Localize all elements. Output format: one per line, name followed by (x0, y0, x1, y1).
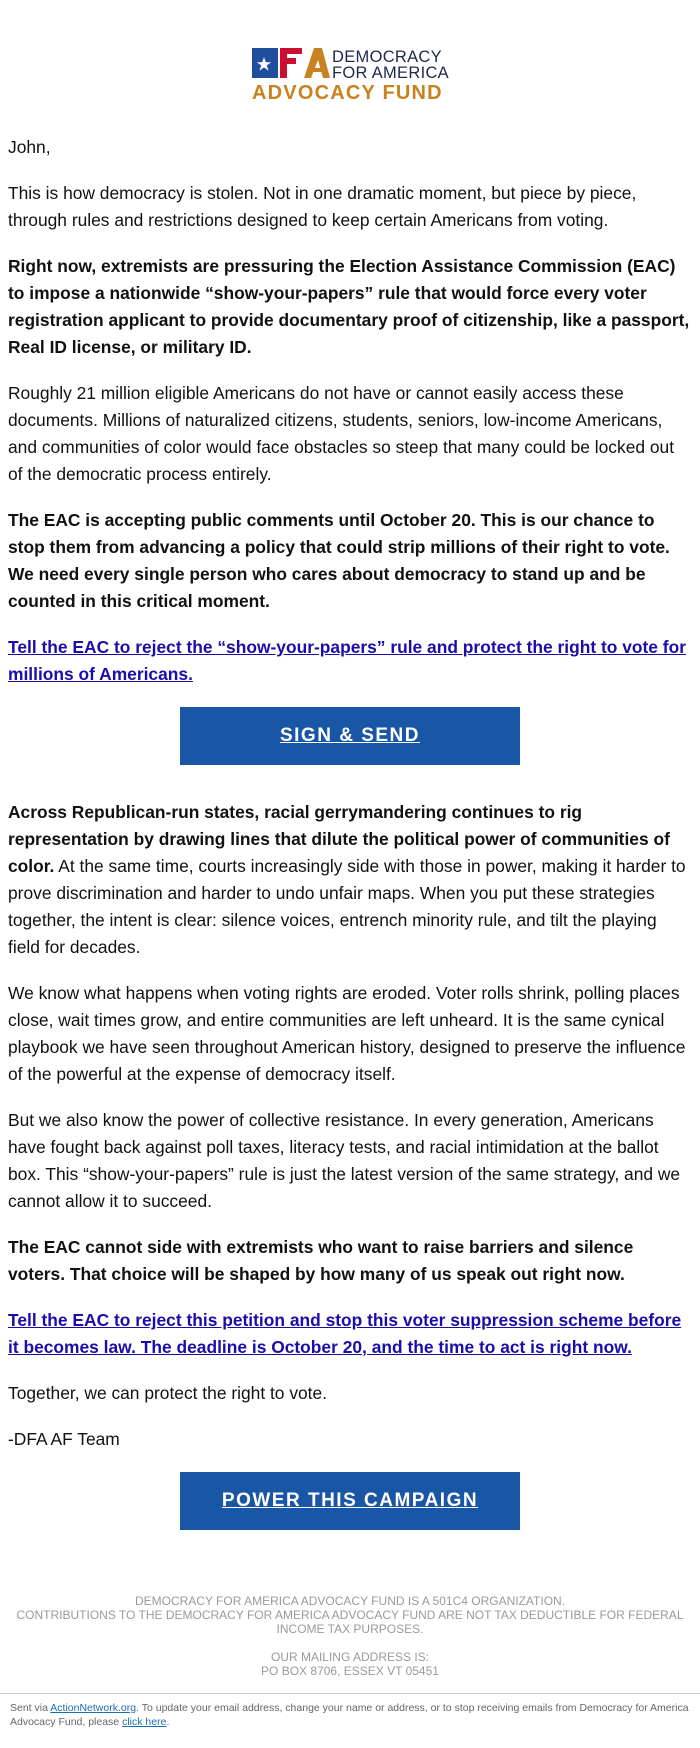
sign-send-row (8, 707, 692, 765)
footer (0, 1594, 700, 1678)
greeting: John, (8, 137, 51, 157)
paragraph-intro: This is how democracy is stolen. Not in one dramatic moment, but piece by piece, through rules and restrictions designed to keep certain Americans from voting. (8, 183, 637, 230)
sign-and-send-button[interactable]: SIGN & SEND (180, 707, 520, 765)
gerrymandering-bold-text: Across Republican-run states, racial gerrymandering continues to rig representation by drawing lines that dilute the political power of communities of color. (8, 802, 670, 876)
signoff: -DFA AF Team (8, 1429, 120, 1449)
footer-mailing-label: OUR MAILING ADDRESS IS: (270, 1650, 430, 1664)
paragraph-21-million: Roughly 21 million eligible Americans do not have or cannot easily access these documents. Millions of naturalized citizens, students, seniors, low-income Americans, and communities of color would face obstacles so steep that many could be locked out of the democratic process entirely. (8, 383, 675, 484)
footer-divider (0, 1693, 700, 1694)
tell-eac-link-1[interactable]: Tell the EAC to reject the “show-your-papers” rule and protect the right to vote for millions of Americans. (8, 637, 686, 684)
footer-mailing-address: PO BOX 8706, ESSEX VT 05451 (261, 1664, 439, 1678)
paragraph-voting-rights-eroded: We know what happens when voting rights are eroded. Voter rolls shrink, polling places close, wait times grow, and entire communities are left unheard. It is the same cynical playbook we have seen throughout American history, designed to preserve the influence of the powerful at the expense of democracy itself. (8, 983, 686, 1084)
sent-via-end: . (166, 1716, 170, 1728)
footer-org-line: DEMOCRACY FOR AMERICA ADVOCACY FUND IS A 501C4 ORGANIZATION. (134, 1594, 566, 1608)
unsubscribe-click-here-link[interactable]: click here (122, 1716, 167, 1728)
cta-link-paragraph-1 (8, 634, 692, 688)
sent-via-notice (10, 1701, 690, 1729)
actionnetwork-link[interactable]: ActionNetwork.org (50, 1702, 137, 1714)
paragraph-eac-cannot-side: The EAC cannot side with extremists who want to raise barriers and silence voters. That choice will be shaped by how many of us speak out right now. (8, 1237, 634, 1284)
footer-tax-line: CONTRIBUTIONS TO THE DEMOCRACY FOR AMERICA ADVOCACY FUND ARE NOT TAX DEDUCTIBLE FOR FEDERAL INCOME TAX PURPOSES. (16, 1608, 684, 1636)
logo-text-advocacy-fund: ADVOCACY FUND (252, 82, 443, 104)
email-body (8, 134, 692, 1564)
logo-text-democracy: DEMOCRACY (332, 48, 442, 66)
paragraph-public-comments: The EAC is accepting public comments until October 20. This is our chance to stop them from advancing a policy that could strip millions of their right to vote. We need every single person who cares about democracy to stand up and be counted in this critical moment. (8, 510, 670, 611)
paragraph-eac-pressure: Right now, extremists are pressuring the Election Assistance Commission (EAC) to impose a nationwide “show-your-papers” rule that would force every voter registration applicant to provide documentary proof of citizenship, like a passport, Real ID license, or military ID. (8, 256, 690, 357)
tell-eac-link-2[interactable]: Tell the EAC to reject this petition and stop this voter suppression scheme before it becomes law. The deadline is October 20, and the time to act is right now. (8, 1310, 682, 1357)
gerrymandering-text: At the same time, courts increasingly side with those in power, making it harder to prove discrimination and harder to undo unfair maps. When you put these strategies together, the intent is clear: silence voices, entrench minority rule, and tilt the playing field for decades. (8, 856, 686, 957)
dfa-logo-mark (252, 46, 330, 80)
paragraph-collective-resistance: But we also know the power of collective resistance. In every generation, Americans have fought back against poll taxes, literacy tests, and racial intimidation at the ballot box. This “show-your-papers” rule is just the latest version of the same strategy, and we cannot allow it to succeed. (8, 1110, 681, 1211)
cta-link-paragraph-2 (8, 1307, 692, 1361)
power-this-campaign-button[interactable]: POWER THIS CAMPAIGN (180, 1472, 520, 1530)
sent-via-middle: . To update your email address, change your name or address, or to stop receiving emails from Democracy for America Advocacy Fund, please (10, 1702, 689, 1728)
paragraph-together: Together, we can protect the right to vote. (8, 1383, 328, 1403)
dfa-logo (252, 46, 452, 106)
power-campaign-row (8, 1472, 692, 1530)
sent-via-prefix: Sent via (10, 1702, 51, 1714)
logo-text-for-america: FOR AMERICA (332, 64, 449, 82)
paragraph-gerrymandering (8, 799, 692, 961)
